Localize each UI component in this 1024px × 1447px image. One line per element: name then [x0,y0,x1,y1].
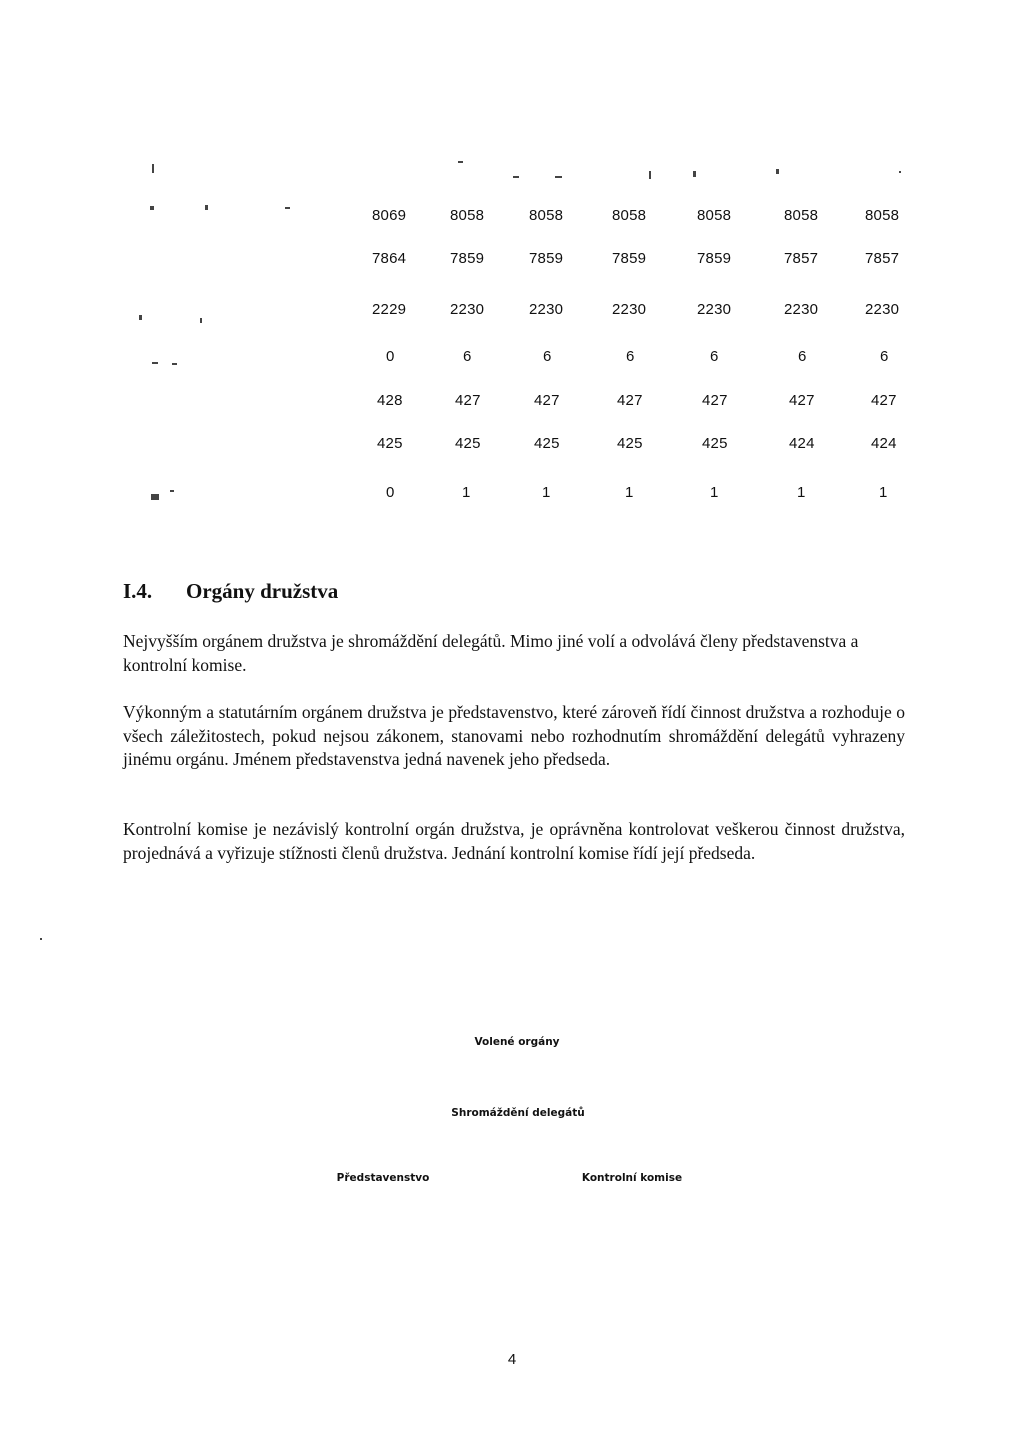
table-cell: 2230 [450,301,485,318]
table-cell: 6 [626,348,635,365]
table-row [0,247,1024,271]
table-cell: 6 [463,348,472,365]
table-cell: 2230 [784,301,819,318]
table-cell: 2230 [697,301,732,318]
table-cell: 424 [871,435,897,452]
diagram-node-audit-committee: Kontrolní komise [581,1172,683,1184]
table-cell: 6 [710,348,719,365]
diagram-node-assembly: Shromáždění delegátů [451,1107,585,1119]
paragraph: Nejvyšším orgánem družstva je shromáždění delegátů. Mimo jiné volí a odvolává členy představenstva a kontrolní komise. [123,631,859,675]
table-cell: 7859 [697,250,732,267]
table-cell: 425 [617,435,643,452]
section-title: Orgány družstva [186,579,339,603]
paragraph: Výkonným a statutárním orgánem družstva je představenstvo, které zároveň řídí činnost družstva a rozhoduje o všech záležitostech, pokud nejsou zákonem, stanovami nebo rozhodnutím shromáždění delegátů vyhrazeny jinému orgánu. Jménem představenstva jedná navenek jeho předseda. [123,702,905,769]
table-cell: 427 [789,392,815,409]
page-number: 4 [507,1351,517,1368]
table-cell: 7864 [372,250,407,267]
table-row [0,481,1024,505]
table-cell: 1 [710,484,719,501]
table-cell: 2230 [529,301,564,318]
table-row [0,389,1024,413]
table-cell: 8058 [529,207,564,224]
table-cell: 0 [386,484,395,501]
table-cell: 1 [797,484,806,501]
table-cell: 7859 [450,250,485,267]
table-row [0,432,1024,456]
table-cell: 427 [534,392,560,409]
table-cell: 6 [543,348,552,365]
table-cell: 8058 [784,207,819,224]
table-cell: 7857 [784,250,819,267]
table-cell: 1 [625,484,634,501]
table-row [0,204,1024,228]
paragraph: Kontrolní komise je nezávislý kontrolní orgán družstva, je oprávněna kontrolovat veškerou činnost družstva, projednává a vyřizuje stížnosti členů družstva. Jednání kontrolní komise řídí její předseda. [123,819,905,863]
table-cell: 427 [617,392,643,409]
table-row [0,345,1024,369]
table-cell: 0 [386,348,395,365]
table-cell: 425 [534,435,560,452]
table-cell: 428 [377,392,403,409]
table-cell: 8058 [865,207,900,224]
table-cell: 1 [462,484,471,501]
table-cell: 2229 [372,301,407,318]
table-cell: 6 [880,348,889,365]
table-cell: 7859 [612,250,647,267]
table-cell: 427 [455,392,481,409]
diagram-title: Volené orgány [474,1036,560,1048]
table-cell: 1 [542,484,551,501]
table-cell: 1 [879,484,888,501]
table-cell: 2230 [865,301,900,318]
table-cell: 7859 [529,250,564,267]
section-heading [123,579,338,604]
table-cell: 424 [789,435,815,452]
table-cell: 8058 [612,207,647,224]
table-cell: 6 [798,348,807,365]
table-cell: 425 [702,435,728,452]
table-cell: 427 [871,392,897,409]
table-cell: 425 [377,435,403,452]
table-row [0,298,1024,322]
table-cell: 7857 [865,250,900,267]
diagram-node-board: Představenstvo [336,1172,430,1184]
section-number: I.4. [123,579,153,603]
table-cell: 8058 [697,207,732,224]
table-cell: 427 [702,392,728,409]
table-cell: 8058 [450,207,485,224]
table-cell: 425 [455,435,481,452]
table-cell: 2230 [612,301,647,318]
table-cell: 8069 [372,207,407,224]
